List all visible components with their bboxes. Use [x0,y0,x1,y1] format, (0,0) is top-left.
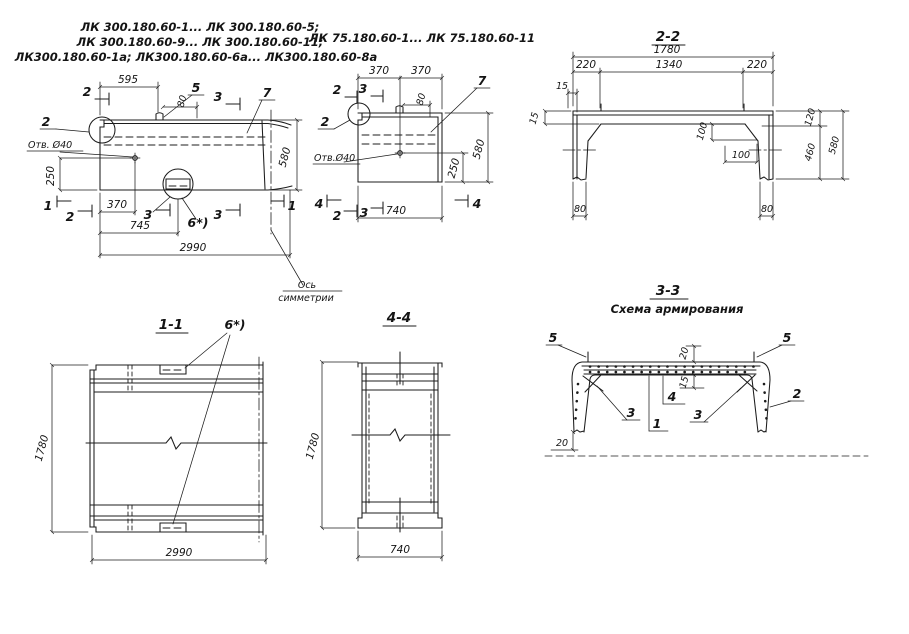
section-3-3 [545,283,868,456]
dim-370-b: 370 [410,65,432,77]
plan-lk300-dimensions [27,74,302,258]
callout-7: 7 [477,73,487,88]
mark-3-bottom: 3 [359,205,369,220]
mark-4-right: 4 [472,196,482,211]
callout-4: 4 [667,389,677,404]
dim-2990: 2990 [179,242,207,254]
dim-80: 80 [414,92,429,107]
header-lk300-line2: ЛК 300.180.60-9... ЛК 300.180.60-11; [76,35,324,49]
rebar-dots-right-leg [764,384,767,426]
callout-2-detail: 2 [41,114,51,129]
mark-2-top: 2 [332,82,342,97]
dim-80-left: 80 [573,204,587,215]
mark-3-bottom-b: 3 [213,207,223,222]
callout-6: 6*) [224,317,246,332]
mark-3-bottom-a: 3 [143,207,153,222]
detail-circle-left [89,117,115,143]
callout-2: 2 [792,386,802,401]
rebar-dots-left-leg [575,384,578,426]
mark-4-left: 4 [314,196,324,211]
header-lk300-line1: ЛК 300.180.60-1... ЛК 300.180.60-5; [80,20,320,34]
dim-80-right: 80 [760,204,774,215]
section-4-4 [304,310,450,561]
dim-15-left: 15 [527,111,542,126]
section-1-1-dimensions [33,365,266,564]
mark-1-bl: 1 [43,198,53,213]
axis-label-line2: симметрии [278,293,334,304]
section-4-4-dimensions [304,362,442,561]
callout-2-detail: 2 [320,114,330,129]
callout-3-left: 3 [626,405,636,420]
callout-6: 6*) [187,215,209,230]
section-1-1 [33,317,267,564]
dim-745: 745 [129,220,151,232]
dim-100-horiz: 100 [731,150,751,161]
callout-5-left: 5 [548,330,558,345]
dim-1340: 1340 [655,59,683,71]
plan-lk300 [27,74,302,258]
dim-740: 740 [389,544,411,556]
plan-lk75 [313,65,493,223]
dim-20-top: 20 [677,346,692,361]
dim-580: 580 [276,145,294,169]
section-2-2-outline [563,104,783,180]
dim-740: 740 [385,205,407,217]
mark-3-top: 3 [358,81,368,96]
dim-250: 250 [45,165,57,187]
callout-5: 5 [191,80,201,95]
dim-80: 80 [175,94,190,109]
dim-20-bottom: 20 [555,438,569,449]
section-1-1-title: 1-1 [158,317,184,333]
mark-2-top: 2 [82,84,92,99]
symmetry-axis-label [271,230,342,304]
mark-2-bl: 2 [65,209,75,224]
stirrup-right [739,375,757,391]
hole-label: Отв. Ø40 [28,140,73,151]
axis-label-line1: Ось [297,280,317,291]
section-1-1-outline [86,357,267,542]
dim-595: 595 [117,74,139,86]
mark-3-top: 3 [213,89,223,104]
mark-2-bottom: 2 [332,208,342,223]
section-3-3-title: 3-3 [655,283,681,299]
dim-580: 580 [470,137,488,161]
callout-5-right: 5 [782,330,792,345]
header-lk75: ЛК 75.180.60-1... ЛК 75.180.60-11 [308,31,536,45]
dim-120: 120 [802,107,819,128]
callout-3-right: 3 [693,407,703,422]
section-4-4-outline [352,352,450,532]
section-2-2-dimensions [528,44,849,220]
dim-1780: 1780 [653,44,681,56]
mark-1-br: 1 [287,198,297,213]
dim-370-a: 370 [368,65,390,77]
dim-460: 460 [802,142,819,163]
detail-circle-bottom [163,169,193,199]
callout-7: 7 [262,85,272,100]
dim-370: 370 [106,199,128,211]
dim-100-vert: 100 [694,121,711,142]
lifting-tab [156,113,163,120]
section-3-3-callouts [546,330,804,431]
hole-label: Отв.Ø40 [314,153,356,164]
dim-2990: 2990 [165,547,193,559]
section-2-2 [528,29,849,220]
dim-1780: 1780 [303,431,323,461]
dim-250: 250 [445,156,463,180]
section-2-2-title: 2-2 [655,29,681,45]
lifting-tab [396,106,403,113]
header-lk300-line3: ЛК300.180.60-1а; ЛК300.180.60-6а... ЛК300.180.60-8а [14,50,378,64]
dim-580: 580 [826,135,843,156]
dim-15: 15 [677,375,692,390]
dim-1780: 1780 [32,433,52,463]
dim-220-a: 220 [575,59,597,71]
dim-220-b: 220 [746,59,768,71]
detail-circle-left [348,103,370,125]
dim-15-top: 15 [555,81,569,92]
callout-1: 1 [652,416,662,431]
section-3-3-subtitle: Схема армирования [610,302,744,316]
plan-lk300-section-marks [41,84,297,230]
section-4-4-title: 4-4 [386,310,412,326]
